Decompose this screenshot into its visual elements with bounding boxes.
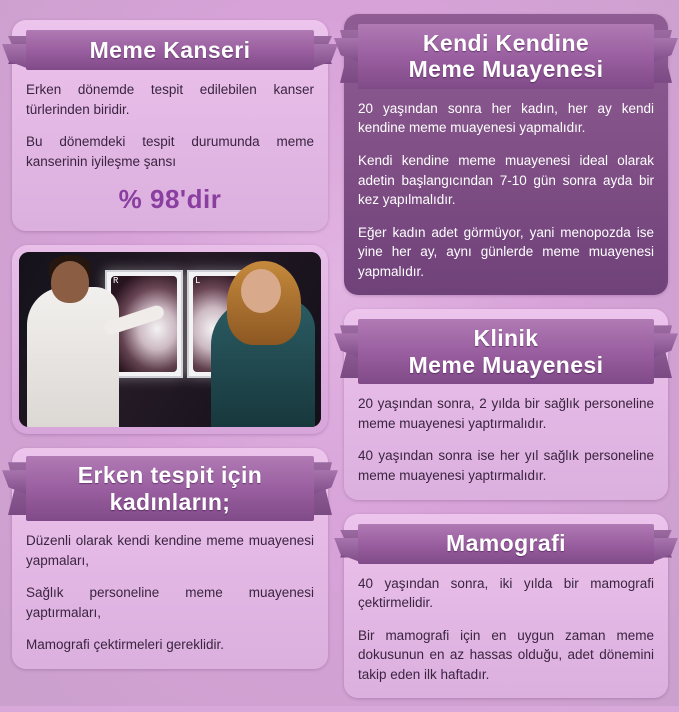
card-title-breast-cancer <box>26 30 314 70</box>
body-early-detection <box>26 531 314 655</box>
paragraph: 20 yaşından sonra her kadın, her ay kendi kendine meme muayenesi yapmalıdır. <box>358 100 654 136</box>
body-mammography <box>358 574 654 685</box>
patient-head <box>241 269 281 313</box>
card-mammography <box>344 514 668 699</box>
photo-mammography-review <box>19 252 321 427</box>
banner-wrap-early-detection <box>26 456 314 521</box>
title-line: Kendi Kendine <box>422 30 590 56</box>
paragraph: 40 yaşından sonra, iki yılda bir mamografi çektirmelidir. <box>358 575 654 611</box>
doctor-figure <box>27 287 119 427</box>
paragraph: Bu dönemdeki tespit durumunda meme kanserinin iyileşme şansı <box>26 134 314 169</box>
body-clinical-exam <box>358 394 654 485</box>
card-title-self-exam <box>358 24 654 89</box>
title-line: Meme Muayenesi <box>408 351 604 378</box>
paragraph: Kendi kendine meme muayenesi ideal olarak adetin başlangıcından 7-10 gün sonra ayda bir kez yapılmalıdır. <box>358 153 654 208</box>
right-column <box>344 0 668 712</box>
banner-wrap-breast-cancer <box>26 30 314 70</box>
left-column <box>12 0 328 683</box>
paragraph: Eğer kadın adet görmüyor, yani menopozda ise yine her ay, aynı günlerde meme muayenesi yapmalıdır. <box>358 224 654 279</box>
paragraph: Bir mamografi için en uygun zaman meme dokusunun en az hassas olduğu, adet dönemini takip eden ilk haftadır. <box>358 627 654 682</box>
title-line: Erken tespit için <box>77 462 263 489</box>
banner-wrap-mammography <box>358 524 654 564</box>
card-title-clinical-exam <box>358 319 654 384</box>
card-breast-cancer <box>12 20 328 231</box>
patient-figure <box>211 299 315 427</box>
card-self-exam <box>344 14 668 295</box>
card-early-detection <box>12 448 328 669</box>
body-self-exam <box>358 99 654 282</box>
paragraph: Mamografi çektirmeleri gereklidir. <box>26 637 225 653</box>
mammogram-label-left: R <box>113 276 119 287</box>
mammogram-label-right: L <box>195 276 201 287</box>
highlight-percentage: % 98'dir <box>118 184 222 215</box>
card-title-early-detection <box>26 456 314 521</box>
title-line: Meme Muayenesi <box>408 56 604 83</box>
photo-card <box>12 245 328 434</box>
title-text: Meme Kanseri <box>89 36 251 63</box>
paragraph: Sağlık personeline meme muayenesi yaptırmaları, <box>26 585 314 620</box>
banner-wrap-self-exam <box>358 24 654 89</box>
paragraph: Düzenli olarak kendi kendine meme muayenesi yapmaları, <box>26 533 314 568</box>
title-text: Mamografi <box>446 530 566 557</box>
title-line: Klinik <box>473 325 539 352</box>
body-breast-cancer <box>26 80 314 215</box>
banner-wrap-clinical-exam <box>358 319 654 384</box>
doctor-head <box>51 261 89 303</box>
card-title-mammography <box>358 524 654 564</box>
paragraph: 20 yaşından sonra, 2 yılda bir sağlık personeline meme muayenesi yaptırmalıdır. <box>358 396 654 431</box>
card-clinical-exam <box>344 309 668 499</box>
title-line: kadınların; <box>109 488 231 515</box>
paragraph: Erken dönemde tespit edilebilen kanser türlerinden biridir. <box>26 82 314 117</box>
paragraph: 40 yaşından sonra ise her yıl sağlık personeline meme muayenesi yaptırmalıdır. <box>358 448 654 483</box>
